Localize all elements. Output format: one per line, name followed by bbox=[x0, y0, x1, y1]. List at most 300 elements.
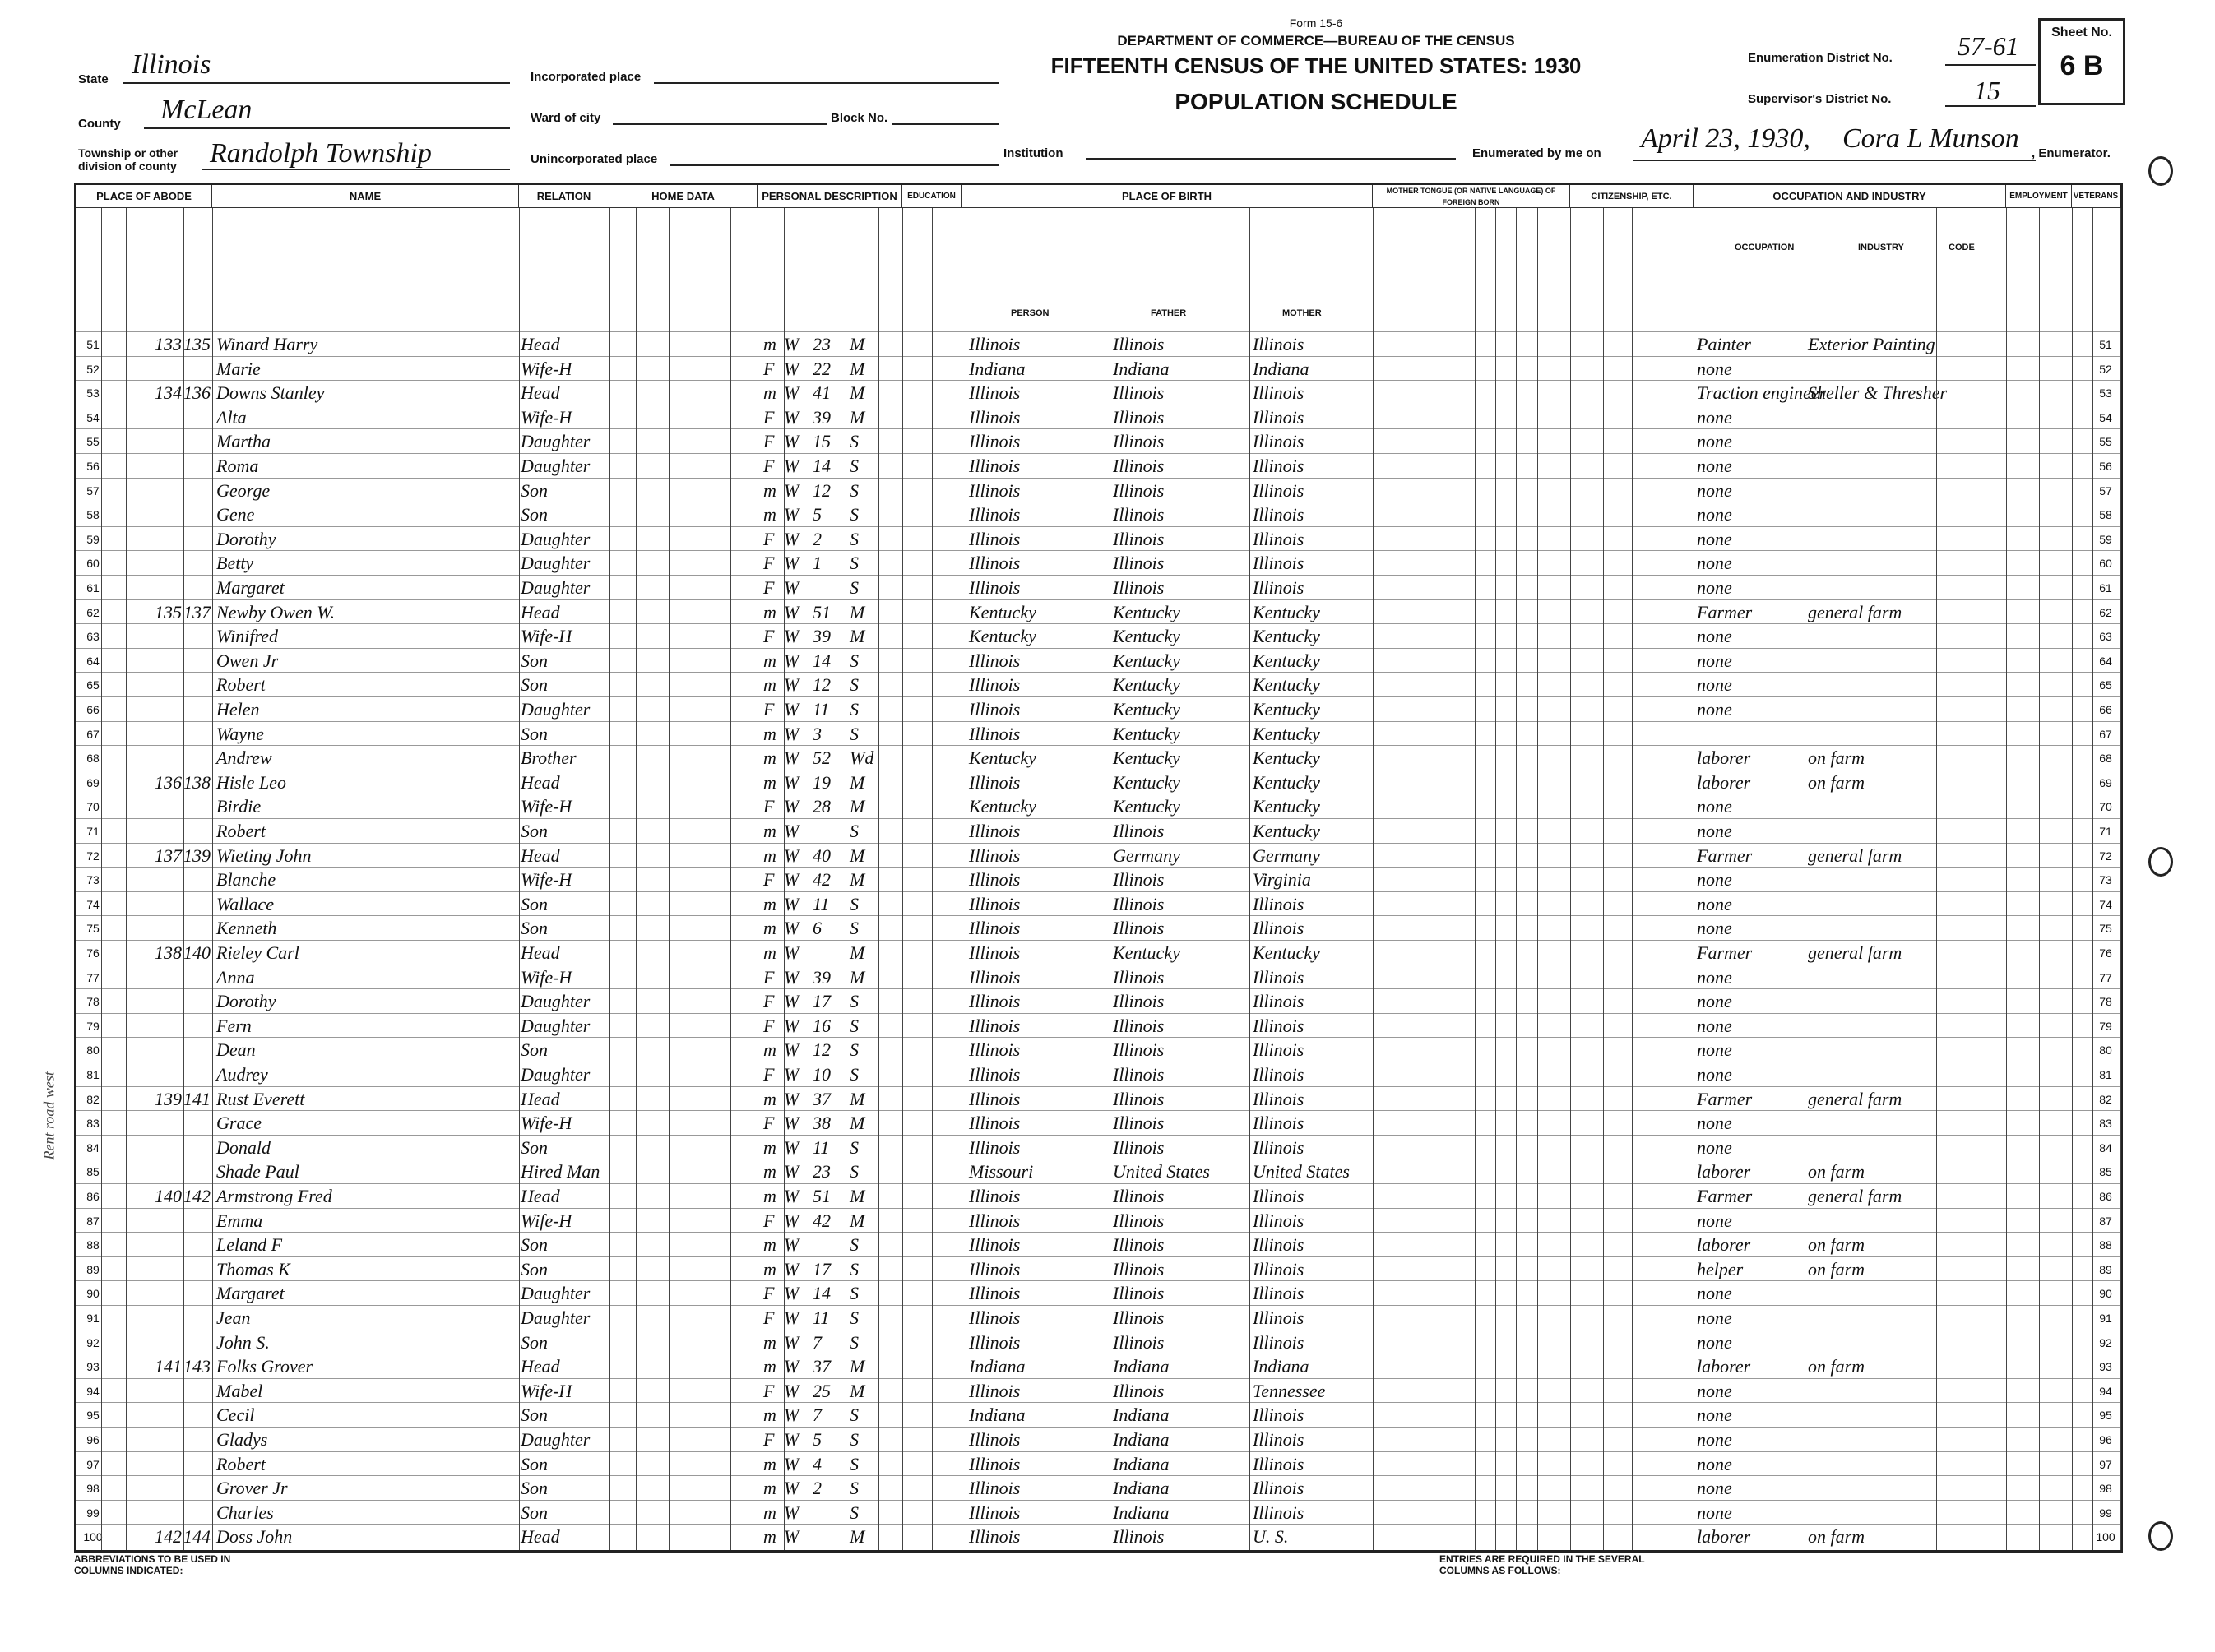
cell-mother: Kentucky bbox=[1253, 796, 1320, 817]
cell-mother: Illinois bbox=[1253, 1234, 1304, 1256]
line-number: 81 bbox=[86, 1068, 100, 1081]
cell-mother: Illinois bbox=[1253, 1088, 1304, 1109]
cell-name: Emma bbox=[216, 1210, 263, 1231]
cell-sex: m bbox=[763, 382, 776, 404]
cell-race: W bbox=[784, 1113, 799, 1134]
cell-occupation: helper bbox=[1697, 1258, 1744, 1279]
cell-occupation: none bbox=[1697, 358, 1732, 379]
cell-occupation: laborer bbox=[1697, 771, 1751, 793]
cell-relation: Daughter bbox=[521, 1015, 591, 1036]
cell-person: Illinois bbox=[969, 1039, 1021, 1061]
cell-occupation: none bbox=[1697, 966, 1732, 988]
cell-sex: F bbox=[763, 1113, 775, 1134]
cell-mother: Illinois bbox=[1253, 1478, 1304, 1499]
incorporated-line bbox=[654, 82, 999, 84]
line-number: 54 bbox=[86, 410, 100, 424]
margin-note: Rent road west bbox=[40, 1071, 58, 1160]
cell-person: Illinois bbox=[969, 1429, 1021, 1450]
cell-occupation: none bbox=[1697, 479, 1732, 501]
cell-person: Kentucky bbox=[969, 626, 1036, 647]
cell-occupation: laborer bbox=[1697, 1161, 1751, 1182]
line-number: 69 bbox=[2099, 775, 2112, 789]
cell-industry: general farm bbox=[1808, 1186, 1902, 1206]
table-row bbox=[76, 770, 2120, 795]
line-number: 93 bbox=[86, 1360, 100, 1374]
cell-race: W bbox=[784, 504, 799, 525]
cell-marital: S bbox=[850, 1015, 859, 1036]
column-rule bbox=[1632, 208, 1633, 1550]
cell-mother: Kentucky bbox=[1253, 747, 1320, 769]
line-number: 94 bbox=[2099, 1384, 2112, 1398]
cell-sex: F bbox=[763, 431, 775, 452]
table-row bbox=[76, 1062, 2120, 1087]
cell-industry: on farm bbox=[1808, 1356, 1865, 1377]
line-number: 63 bbox=[2099, 630, 2112, 644]
cell-industry: on farm bbox=[1808, 1234, 1865, 1256]
cell-sex: F bbox=[763, 1210, 775, 1231]
cell-father: Illinois bbox=[1113, 869, 1165, 891]
cell-race: W bbox=[784, 1088, 799, 1109]
line-number: 84 bbox=[86, 1141, 100, 1155]
cell-person: Illinois bbox=[969, 942, 1021, 963]
line-number: 98 bbox=[86, 1482, 100, 1496]
line-number: 77 bbox=[2099, 970, 2112, 984]
line-number: 87 bbox=[2099, 1214, 2112, 1228]
line-number: 74 bbox=[86, 897, 100, 911]
block-label: Block No. bbox=[831, 111, 888, 125]
cell-person: Illinois bbox=[969, 1331, 1021, 1353]
punch-hole bbox=[2148, 156, 2173, 186]
cell-family: 137 bbox=[183, 601, 211, 622]
cell-age: 7 bbox=[813, 1331, 822, 1353]
table-row bbox=[76, 1330, 2120, 1355]
cell-relation: Son bbox=[521, 1478, 548, 1499]
cell-marital: M bbox=[850, 382, 865, 404]
cell-mother: Illinois bbox=[1253, 1064, 1304, 1085]
cell-person: Illinois bbox=[969, 1307, 1021, 1328]
cell-occupation: none bbox=[1697, 1429, 1732, 1450]
cell-industry: Sheller & Thresher bbox=[1808, 382, 1948, 404]
cell-industry: on farm bbox=[1808, 1161, 1865, 1182]
line-number: 52 bbox=[2099, 362, 2112, 376]
cell-race: W bbox=[784, 1307, 799, 1328]
cell-father: Illinois bbox=[1113, 1234, 1165, 1256]
cell-person: Illinois bbox=[969, 553, 1021, 574]
cell-sex: m bbox=[763, 1356, 776, 1377]
cell-name: Doss John bbox=[216, 1526, 293, 1548]
cell-name: Thomas K bbox=[216, 1258, 290, 1279]
cell-name: Gene bbox=[216, 504, 255, 525]
cell-mother: Illinois bbox=[1253, 504, 1304, 525]
cell-father: Kentucky bbox=[1113, 942, 1180, 963]
line-number: 79 bbox=[2099, 1019, 2112, 1033]
line-number: 76 bbox=[86, 946, 100, 960]
cell-name: Robert bbox=[216, 821, 266, 841]
line-number: 72 bbox=[2099, 849, 2112, 863]
column-rule bbox=[1373, 208, 1374, 1550]
cell-age: 38 bbox=[813, 1113, 831, 1134]
line-number: 75 bbox=[2099, 922, 2112, 936]
cell-sex: m bbox=[763, 1404, 776, 1426]
column-rule bbox=[730, 208, 731, 1550]
cell-relation: Daughter bbox=[521, 1307, 591, 1328]
cell-father: Illinois bbox=[1113, 1258, 1165, 1279]
table-row bbox=[76, 672, 2120, 697]
cell-marital: S bbox=[850, 1307, 859, 1328]
enumerator-label: , Enumerator. bbox=[2032, 146, 2111, 160]
cell-age: 39 bbox=[813, 406, 831, 428]
table-row bbox=[76, 380, 2120, 405]
cell-marital: M bbox=[850, 406, 865, 428]
cell-relation: Son bbox=[521, 893, 548, 914]
cell-age: 17 bbox=[813, 991, 831, 1012]
cell-industry: general farm bbox=[1808, 942, 1902, 963]
cell-person: Illinois bbox=[969, 479, 1021, 501]
cell-marital: M bbox=[850, 358, 865, 379]
cell-mother: Kentucky bbox=[1253, 771, 1320, 793]
cell-person: Illinois bbox=[969, 1088, 1021, 1109]
cell-sex: F bbox=[763, 358, 775, 379]
table-row bbox=[76, 940, 2120, 965]
cell-race: W bbox=[784, 1283, 799, 1304]
line-number: 80 bbox=[2099, 1043, 2112, 1057]
table-row bbox=[76, 405, 2120, 430]
cell-marital: S bbox=[850, 1331, 859, 1353]
cell-race: W bbox=[784, 747, 799, 769]
cell-family: 136 bbox=[183, 382, 211, 404]
cell-occupation: none bbox=[1697, 893, 1732, 914]
line-number: 51 bbox=[2099, 338, 2112, 351]
industry-header: INDUSTRY bbox=[1858, 243, 1904, 252]
cell-family: 141 bbox=[183, 1088, 211, 1109]
cell-race: W bbox=[784, 1258, 799, 1279]
cell-family: 140 bbox=[183, 942, 211, 963]
line-number: 91 bbox=[86, 1312, 100, 1325]
cell-person: Illinois bbox=[969, 650, 1021, 671]
cell-name: Wallace bbox=[216, 893, 275, 914]
cell-marital: S bbox=[850, 1161, 859, 1182]
cell-father: Kentucky bbox=[1113, 771, 1180, 793]
cell-mother: Illinois bbox=[1253, 1258, 1304, 1279]
cell-father: Kentucky bbox=[1113, 796, 1180, 817]
cell-sex: m bbox=[763, 1136, 776, 1158]
cell-person: Kentucky bbox=[969, 796, 1036, 817]
cell-age: 11 bbox=[813, 1136, 830, 1158]
line-number: 87 bbox=[86, 1214, 100, 1228]
line-number: 62 bbox=[86, 605, 100, 619]
cell-dwelling: 133 bbox=[155, 334, 182, 354]
ward-line bbox=[613, 123, 827, 125]
cell-marital: S bbox=[850, 650, 859, 671]
group-header-abode: PLACE OF ABODE bbox=[76, 185, 212, 208]
cell-occupation: laborer bbox=[1697, 1356, 1751, 1377]
cell-race: W bbox=[784, 479, 799, 501]
cell-occupation: none bbox=[1697, 699, 1732, 720]
cell-father: Illinois bbox=[1113, 1113, 1165, 1134]
line-number: 63 bbox=[86, 630, 100, 644]
cell-race: W bbox=[784, 650, 799, 671]
cell-sex: F bbox=[763, 1429, 775, 1450]
cell-name: Margaret bbox=[216, 1283, 285, 1304]
cell-occupation: none bbox=[1697, 528, 1732, 549]
line-number: 93 bbox=[2099, 1360, 2112, 1374]
table-row bbox=[76, 1013, 2120, 1039]
table-row bbox=[76, 794, 2120, 819]
line-number: 95 bbox=[2099, 1409, 2112, 1423]
cell-relation: Wife-H bbox=[521, 358, 572, 379]
cell-relation: Head bbox=[521, 942, 560, 963]
cell-name: Birdie bbox=[216, 796, 262, 817]
column-rule bbox=[2039, 208, 2040, 1550]
line-number: 53 bbox=[2099, 386, 2112, 400]
cell-sex: F bbox=[763, 577, 775, 598]
cell-father: Illinois bbox=[1113, 406, 1165, 428]
occupation-subheaders bbox=[1694, 210, 2006, 329]
cell-father: Illinois bbox=[1113, 918, 1165, 939]
line-number: 81 bbox=[2099, 1068, 2112, 1081]
cell-sex: m bbox=[763, 1478, 776, 1499]
cell-sex: F bbox=[763, 966, 775, 988]
cell-family: 143 bbox=[183, 1356, 211, 1377]
line-number: 67 bbox=[86, 727, 100, 741]
line-number: 78 bbox=[86, 995, 100, 1009]
cell-race: W bbox=[784, 845, 799, 866]
county-value: McLean bbox=[160, 95, 253, 125]
cell-name: Andrew bbox=[216, 747, 272, 769]
cell-occupation: none bbox=[1697, 1404, 1732, 1426]
cell-sex: m bbox=[763, 674, 776, 696]
cell-person: Illinois bbox=[969, 1113, 1021, 1134]
cell-person: Indiana bbox=[969, 1404, 1026, 1426]
cell-sex: m bbox=[763, 942, 776, 963]
cell-occupation: none bbox=[1697, 1502, 1732, 1523]
cell-race: W bbox=[784, 1380, 799, 1401]
line-number: 59 bbox=[2099, 532, 2112, 546]
cell-mother: Virginia bbox=[1253, 869, 1311, 891]
birth-person-header: PERSON bbox=[1011, 308, 1050, 318]
cell-marital: S bbox=[850, 1283, 859, 1304]
column-rule bbox=[784, 208, 785, 1550]
cell-marital: S bbox=[850, 674, 859, 696]
line-number: 86 bbox=[2099, 1190, 2112, 1203]
enum-district-line bbox=[1945, 64, 2036, 66]
table-row bbox=[76, 1475, 2120, 1501]
cell-name: Charles bbox=[216, 1502, 274, 1523]
column-rule bbox=[1603, 208, 1604, 1550]
line-number: 88 bbox=[86, 1238, 100, 1252]
line-number: 95 bbox=[86, 1409, 100, 1423]
cell-mother: Illinois bbox=[1253, 553, 1304, 574]
cell-name: Mabel bbox=[216, 1380, 263, 1401]
cell-person: Illinois bbox=[969, 406, 1021, 428]
cell-person: Illinois bbox=[969, 1258, 1021, 1279]
cell-relation: Son bbox=[521, 1258, 548, 1279]
cell-sex: m bbox=[763, 1039, 776, 1061]
cell-name: Robert bbox=[216, 674, 266, 696]
line-number: 57 bbox=[2099, 484, 2112, 497]
cell-relation: Head bbox=[521, 1356, 560, 1377]
cell-relation: Head bbox=[521, 334, 560, 354]
table-row bbox=[76, 915, 2120, 941]
cell-race: W bbox=[784, 1429, 799, 1450]
cell-sex: F bbox=[763, 1380, 775, 1401]
cell-race: W bbox=[784, 1356, 799, 1377]
cell-occupation: none bbox=[1697, 406, 1732, 428]
cell-person: Illinois bbox=[969, 966, 1021, 988]
cell-name: Fern bbox=[216, 1015, 252, 1036]
cell-sex: m bbox=[763, 918, 776, 939]
enumerator-name: Cora L Munson bbox=[1842, 123, 2019, 154]
cell-relation: Daughter bbox=[521, 528, 591, 549]
census-title: FIFTEENTH CENSUS OF THE UNITED STATES: 1930 bbox=[1050, 53, 1582, 78]
cell-father: Illinois bbox=[1113, 1064, 1165, 1085]
line-number: 71 bbox=[86, 825, 100, 838]
cell-mother: Illinois bbox=[1253, 528, 1304, 549]
cell-name: Winard Harry bbox=[216, 334, 318, 354]
cell-name: Wieting John bbox=[216, 845, 312, 866]
cell-age: 14 bbox=[813, 1283, 831, 1304]
cell-race: W bbox=[784, 1234, 799, 1256]
cell-age: 41 bbox=[813, 382, 831, 404]
cell-marital: S bbox=[850, 577, 859, 598]
cell-race: W bbox=[784, 771, 799, 793]
cell-occupation: none bbox=[1697, 821, 1732, 841]
cell-relation: Son bbox=[521, 674, 548, 696]
cell-occupation: none bbox=[1697, 796, 1732, 817]
cell-race: W bbox=[784, 1161, 799, 1182]
cell-relation: Head bbox=[521, 1088, 560, 1109]
cell-mother: Illinois bbox=[1253, 991, 1304, 1012]
cell-age: 12 bbox=[813, 479, 831, 501]
cell-mother: Kentucky bbox=[1253, 942, 1320, 963]
cell-mother: Illinois bbox=[1253, 1113, 1304, 1134]
cell-name: Hisle Leo bbox=[216, 771, 286, 793]
line-number: 73 bbox=[2099, 873, 2112, 887]
cell-father: Illinois bbox=[1113, 1015, 1165, 1036]
cell-age: 40 bbox=[813, 845, 831, 866]
schedule-rows bbox=[76, 331, 2120, 1548]
line-number: 83 bbox=[2099, 1117, 2112, 1131]
cell-sex: F bbox=[763, 869, 775, 891]
table-row bbox=[76, 891, 2120, 917]
group-header-employment: EMPLOYMENT bbox=[2006, 185, 2072, 208]
cell-race: W bbox=[784, 821, 799, 841]
enumerated-date: April 23, 1930, bbox=[1641, 123, 1810, 154]
line-number: 85 bbox=[2099, 1165, 2112, 1179]
cell-marital: S bbox=[850, 1234, 859, 1256]
line-number: 88 bbox=[2099, 1238, 2112, 1252]
line-number: 58 bbox=[2099, 508, 2112, 522]
sheet-label: Sheet No. bbox=[2051, 25, 2112, 39]
cell-marital: S bbox=[850, 504, 859, 525]
cell-marital: M bbox=[850, 869, 865, 891]
cell-relation: Daughter bbox=[521, 553, 591, 574]
cell-sex: F bbox=[763, 1283, 775, 1304]
cell-father: Kentucky bbox=[1113, 626, 1180, 647]
cell-sex: m bbox=[763, 1088, 776, 1109]
table-row bbox=[76, 1524, 2120, 1549]
cell-sex: m bbox=[763, 1186, 776, 1206]
cell-age: 15 bbox=[813, 431, 831, 452]
line-number: 54 bbox=[2099, 410, 2112, 424]
table-row bbox=[76, 1402, 2120, 1428]
cell-age: 12 bbox=[813, 1039, 831, 1061]
table-row bbox=[76, 696, 2120, 722]
cell-occupation: laborer bbox=[1697, 1526, 1751, 1548]
line-number: 86 bbox=[86, 1190, 100, 1203]
line-number: 71 bbox=[2099, 825, 2112, 838]
cell-mother: Illinois bbox=[1253, 918, 1304, 939]
line-number: 89 bbox=[86, 1262, 100, 1276]
column-rule bbox=[878, 208, 879, 1550]
group-header-relation: RELATION bbox=[519, 185, 609, 208]
cell-race: W bbox=[784, 601, 799, 622]
line-number: 65 bbox=[2099, 678, 2112, 692]
line-number: 92 bbox=[86, 1335, 100, 1349]
cell-industry: on farm bbox=[1808, 747, 1865, 769]
cell-occupation: none bbox=[1697, 553, 1732, 574]
line-number: 97 bbox=[86, 1457, 100, 1471]
cell-relation: Wife-H bbox=[521, 796, 572, 817]
line-number: 89 bbox=[2099, 1262, 2112, 1276]
cell-marital: S bbox=[850, 553, 859, 574]
table-row bbox=[76, 526, 2120, 552]
line-number: 68 bbox=[2099, 752, 2112, 766]
cell-sex: m bbox=[763, 1526, 776, 1548]
cell-family: 138 bbox=[183, 771, 211, 793]
cell-mother: Illinois bbox=[1253, 577, 1304, 598]
cell-race: W bbox=[784, 991, 799, 1012]
cell-marital: M bbox=[850, 771, 865, 793]
cell-person: Kentucky bbox=[969, 601, 1036, 622]
cell-relation: Wife-H bbox=[521, 406, 572, 428]
cell-relation: Son bbox=[521, 650, 548, 671]
cell-marital: M bbox=[850, 1210, 865, 1231]
cell-father: Illinois bbox=[1113, 577, 1165, 598]
cell-marital: S bbox=[850, 1039, 859, 1061]
cell-dwelling: 134 bbox=[155, 382, 182, 404]
cell-relation: Daughter bbox=[521, 991, 591, 1012]
cell-race: W bbox=[784, 1064, 799, 1085]
cell-industry: on farm bbox=[1808, 1258, 1865, 1279]
cell-person: Illinois bbox=[969, 528, 1021, 549]
column-rule bbox=[1570, 208, 1571, 1550]
cell-occupation: none bbox=[1697, 456, 1732, 476]
cell-mother: Indiana bbox=[1253, 1356, 1309, 1377]
cell-person: Indiana bbox=[969, 1356, 1026, 1377]
cell-occupation: none bbox=[1697, 1210, 1732, 1231]
cell-name: Armstrong Fred bbox=[216, 1186, 332, 1206]
column-rule bbox=[519, 208, 520, 1550]
line-number: 90 bbox=[86, 1287, 100, 1301]
cell-mother: Illinois bbox=[1253, 1210, 1304, 1231]
cell-age: 3 bbox=[813, 723, 822, 744]
cell-person: Illinois bbox=[969, 869, 1021, 891]
cell-person: Illinois bbox=[969, 1283, 1021, 1304]
cell-father: Illinois bbox=[1113, 528, 1165, 549]
cell-mother: Illinois bbox=[1253, 479, 1304, 501]
group-header-name: NAME bbox=[212, 185, 519, 208]
table-row bbox=[76, 331, 2120, 357]
cell-race: W bbox=[784, 918, 799, 939]
cell-person: Illinois bbox=[969, 991, 1021, 1012]
cell-father: Kentucky bbox=[1113, 601, 1180, 622]
cell-race: W bbox=[784, 1453, 799, 1474]
cell-father: Illinois bbox=[1113, 893, 1165, 914]
table-row bbox=[76, 843, 2120, 868]
cell-age: 1 bbox=[813, 553, 822, 574]
column-rule bbox=[902, 208, 903, 1550]
